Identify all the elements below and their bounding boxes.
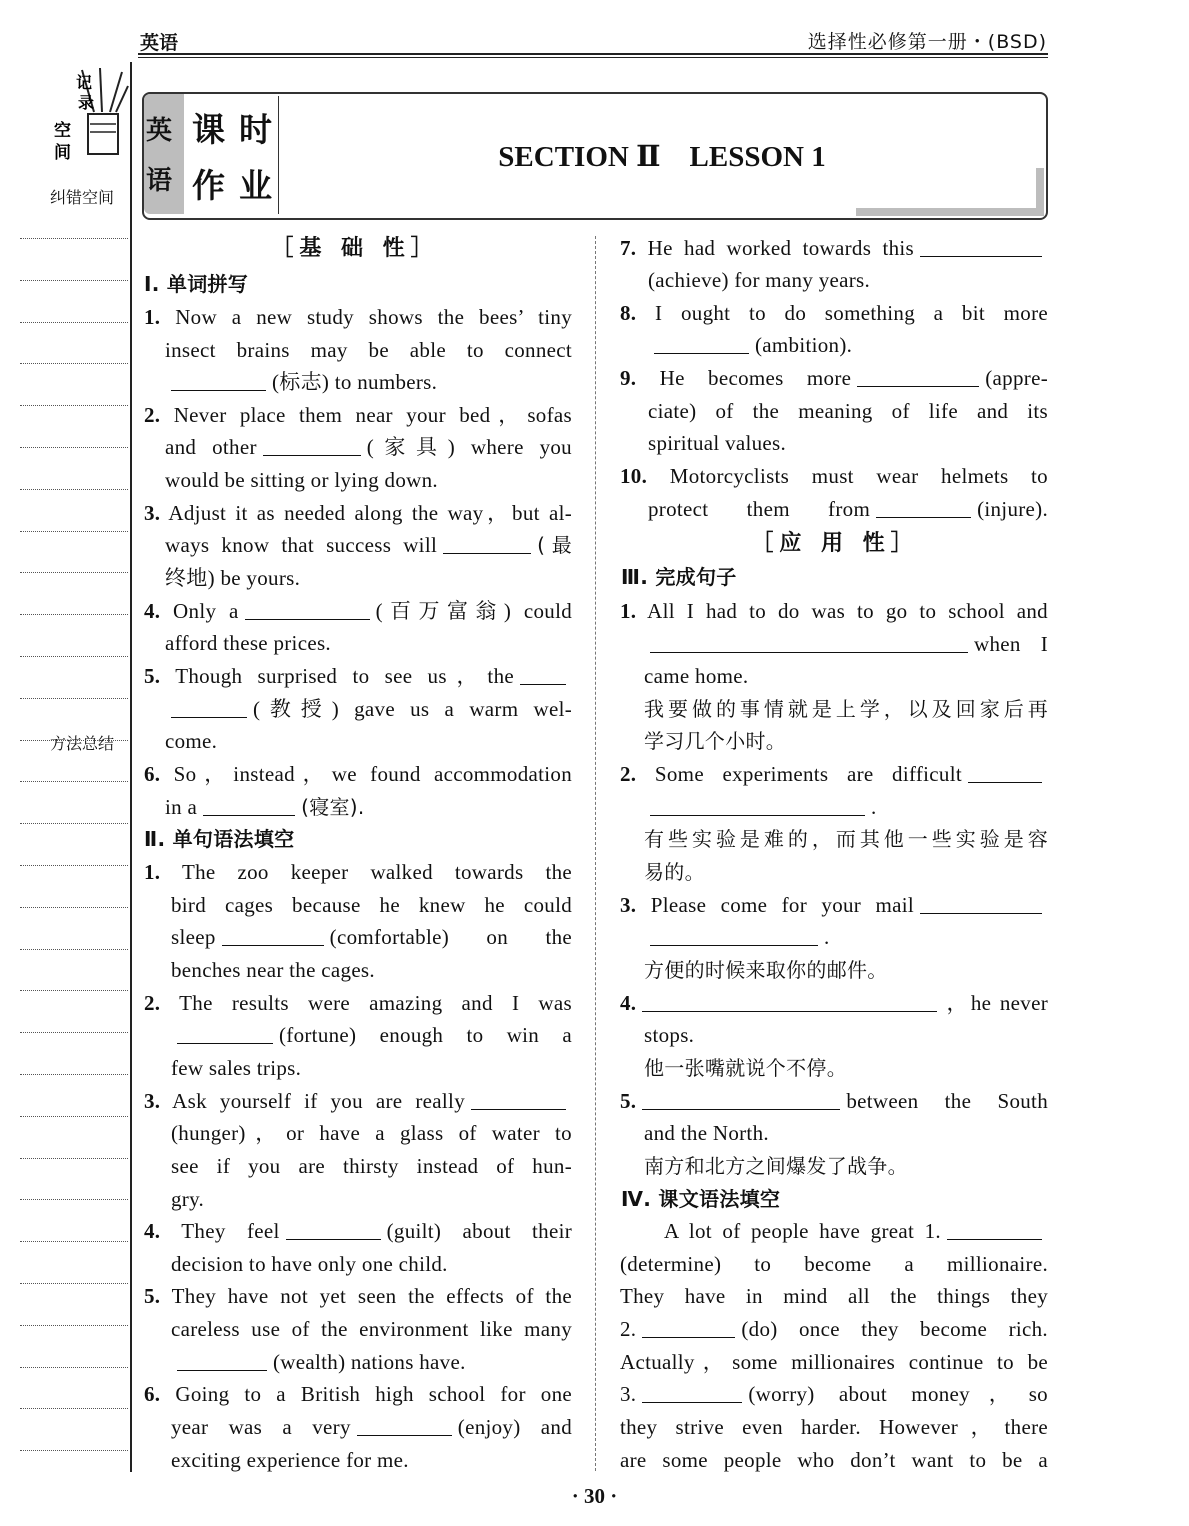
text-line (144, 758, 572, 791)
text-line (620, 1085, 1048, 1118)
question-text: gry. (171, 1187, 205, 1211)
margin-note-line (20, 363, 128, 364)
question-text: benches near the cages. (171, 958, 375, 982)
question-text: 学习几个小时。 (644, 729, 787, 753)
text-line (644, 791, 877, 824)
question-number: 6. (144, 1382, 161, 1406)
text-line (144, 660, 572, 693)
question-text: Ask yourself if you are really (160, 1089, 465, 1113)
text-line (171, 1411, 572, 1444)
question-text: bird cages because he knew he could (171, 893, 572, 917)
answer-blank[interactable] (177, 1023, 273, 1044)
text-line (620, 758, 1048, 791)
margin-note-line (20, 614, 128, 615)
margin-note-line (20, 531, 128, 532)
question-text: and the North. (644, 1121, 769, 1145)
question-text: see if you are thirsty instead of hun- (171, 1154, 572, 1178)
text-line (144, 1085, 572, 1118)
question-text: Actually，some millionaires continue to be (620, 1350, 1048, 1374)
text-line (644, 660, 748, 693)
question-number: 3. (144, 1089, 161, 1113)
question-text: when I (974, 632, 1048, 656)
margin-note-line (20, 1367, 128, 1368)
question-text: came home. (644, 664, 749, 688)
question-number: 5. (144, 1284, 161, 1308)
question-number: 1. (144, 860, 161, 884)
text-line (171, 1313, 572, 1346)
margin-note-line (20, 949, 128, 950)
margin-note-line (20, 405, 128, 406)
text-line (144, 987, 572, 1020)
svg-text:录: 录 (78, 93, 95, 112)
text-line (644, 1019, 694, 1052)
question-text: (achieve) for many years. (648, 268, 871, 292)
text-line (644, 693, 1048, 726)
page-number: · 30 · (571, 1484, 618, 1508)
text-line (144, 1378, 572, 1411)
margin-note-line (20, 489, 128, 490)
question-text: So，instead，we found accommodation (160, 762, 572, 786)
answer-blank[interactable] (642, 1089, 840, 1110)
text-line (644, 823, 1048, 856)
text-line (620, 889, 1048, 922)
text-line (620, 1313, 1048, 1346)
text-line (664, 1215, 1048, 1248)
banner-tag-1: 英 (146, 116, 173, 146)
question-text: (标志) to numbers. (272, 370, 438, 394)
margin-note-line (20, 447, 128, 448)
question-text: spiritual values. (648, 431, 787, 455)
text-line (620, 1346, 1048, 1379)
answer-blank[interactable] (650, 795, 865, 816)
question-text: (appre- (985, 366, 1048, 390)
answer-blank[interactable] (245, 599, 370, 620)
text-line (165, 529, 572, 562)
question-text: 3. (620, 1382, 637, 1406)
answer-blank[interactable] (920, 236, 1042, 257)
question-text: 易的。 (644, 860, 705, 884)
answer-blank[interactable] (171, 370, 266, 391)
text-line (620, 595, 1048, 628)
question-text: 我要做的事情就是上学，以及回家后再 (644, 697, 1048, 721)
text-line (165, 431, 572, 464)
lesson-heading: SECTION Ⅱ LESSON 1 (498, 141, 826, 173)
category-applied: ［应 用 性］ (751, 531, 919, 556)
question-text: . (871, 795, 877, 819)
header-subject: 英语 (140, 32, 179, 54)
text-line (171, 1052, 301, 1085)
question-text: and other (165, 435, 257, 459)
text-line (171, 1346, 466, 1379)
margin-note-line (20, 740, 128, 741)
question-text: afford these prices. (165, 631, 331, 655)
question-text: (comfortable) on the (329, 925, 572, 949)
question-text: 南方和北方之间爆发了战争。 (644, 1154, 908, 1178)
question-text: (最 (537, 533, 573, 557)
section-2-title: Ⅱ. 单句语法填空 (144, 827, 295, 851)
question-text: in a (165, 795, 198, 819)
column-divider (595, 236, 596, 1471)
text-line (648, 329, 852, 362)
answer-blank[interactable] (263, 435, 361, 456)
section-3-title: Ⅲ. 完成句子 (621, 565, 737, 589)
question-text: ways know that success will (165, 533, 438, 557)
margin-note-line (20, 656, 128, 657)
question-text: (寝室). (301, 795, 365, 819)
question-text: (百万富翁) could (375, 599, 572, 623)
text-line (620, 297, 1048, 330)
question-text: (do) once they become rich. (741, 1317, 1048, 1341)
section-4-title: Ⅳ. 课文语法填空 (621, 1187, 781, 1211)
question-number: 2. (620, 762, 637, 786)
question-number: 4. (144, 599, 161, 623)
answer-blank[interactable] (650, 632, 968, 653)
question-text: Only a (160, 599, 239, 623)
text-line (165, 725, 217, 758)
margin-note-line (20, 322, 128, 323)
header-rule-thin (138, 57, 1048, 58)
text-line (165, 562, 300, 595)
question-text: A lot of people have great 1. (664, 1219, 941, 1243)
question-text: 有些实验是难的，而其他一些实验是容 (644, 827, 1048, 851)
text-line (171, 1444, 409, 1477)
question-text: (injure). (977, 497, 1048, 521)
text-line (620, 1444, 1048, 1477)
question-text: Though surprised to see us，the (160, 664, 514, 688)
text-line (648, 427, 786, 460)
answer-blank[interactable] (171, 697, 247, 718)
text-line (644, 1117, 769, 1150)
text-line (620, 987, 1048, 1020)
margin-note-line (20, 238, 128, 239)
answer-blank[interactable] (642, 1317, 735, 1338)
text-line (165, 334, 572, 367)
text-line (644, 921, 830, 954)
answer-blank[interactable] (520, 664, 566, 685)
text-line (620, 1378, 1048, 1411)
answer-blank[interactable] (286, 1219, 381, 1240)
margin-divider (130, 62, 132, 1472)
margin-note-line (20, 572, 128, 573)
text-line (620, 1248, 1048, 1281)
question-text: (worry) about money，so (748, 1382, 1048, 1406)
text-line (171, 889, 572, 922)
text-line (165, 791, 365, 824)
question-text: (enjoy) and (457, 1415, 572, 1439)
question-text: 方便的时候来取你的邮件。 (644, 958, 888, 982)
margin-note-line (20, 1032, 128, 1033)
question-text: He had worked towards this (636, 236, 914, 260)
text-line (620, 362, 1048, 395)
question-text: The results were amazing and I was (160, 991, 572, 1015)
banner-title-line-1: 课时 (192, 110, 286, 149)
text-line (144, 1215, 572, 1248)
question-number: 1. (620, 599, 637, 623)
svg-text:空: 空 (54, 121, 71, 141)
question-text: Some experiments are difficult (636, 762, 962, 786)
text-line (620, 1411, 1048, 1444)
text-line (644, 954, 888, 987)
answer-blank[interactable] (642, 991, 937, 1012)
question-text: ，he never (943, 991, 1048, 1015)
text-line (648, 264, 870, 297)
question-text: sleep (171, 925, 216, 949)
text-line (144, 497, 572, 530)
answer-blank[interactable] (876, 497, 971, 518)
question-text: Never place them near your bed，sofas (160, 403, 572, 427)
answer-blank[interactable] (203, 795, 295, 816)
question-text: decision to have only one child. (171, 1252, 448, 1276)
text-line (171, 1019, 572, 1052)
margin-note-line (20, 280, 128, 281)
question-text: are some people who don’t want to be a (620, 1448, 1048, 1472)
text-line (165, 366, 437, 399)
margin-note-line (20, 990, 128, 991)
banner-shadow-bottom (856, 208, 1044, 216)
question-number: 3. (144, 501, 161, 525)
text-line (144, 1280, 572, 1313)
text-line (620, 232, 1048, 265)
section-1-title: Ⅰ. 单词拼写 (144, 272, 249, 296)
text-line (171, 921, 572, 954)
text-line (620, 460, 1048, 493)
question-text: stops. (644, 1023, 695, 1047)
answer-blank[interactable] (357, 1415, 452, 1436)
text-line (171, 1183, 204, 1216)
answer-blank[interactable] (857, 366, 979, 387)
question-text: come. (165, 729, 218, 753)
question-number: 5. (620, 1089, 637, 1113)
question-number: 6. (144, 762, 161, 786)
question-text: He becomes more (636, 366, 852, 390)
question-text: (教授) gave us a warm wel- (253, 697, 572, 721)
text-line (144, 399, 572, 432)
question-text: they strive even harder. However，there (620, 1415, 1048, 1439)
text-line (644, 725, 786, 758)
svg-text:记: 记 (76, 73, 93, 92)
question-number: 7. (620, 236, 637, 260)
question-number: 1. (144, 305, 161, 329)
text-line (644, 1150, 908, 1183)
margin-note-line (20, 823, 128, 824)
question-text: Adjust it as needed along the way，but al- (160, 501, 572, 525)
record-space-logo-icon (52, 66, 132, 166)
margin-note-line (20, 1241, 128, 1242)
text-line (165, 464, 438, 497)
answer-blank[interactable] (920, 893, 1042, 914)
margin-note-line (20, 865, 128, 866)
question-text: Going to a British high school for one (160, 1382, 572, 1406)
question-number: 4. (620, 991, 637, 1015)
question-text: . (824, 925, 830, 949)
category-basic: ［基 础 性］ (271, 236, 439, 261)
text-line (171, 1150, 572, 1183)
question-number: 2. (144, 991, 161, 1015)
question-number: 2. (144, 403, 161, 427)
margin-note-line (20, 907, 128, 908)
margin-note-line (20, 781, 128, 782)
answer-blank[interactable] (947, 1219, 1042, 1240)
answer-blank[interactable] (471, 1089, 566, 1110)
margin-note-line (20, 1158, 128, 1159)
question-text: ciate) of the meaning of life and its (648, 399, 1048, 423)
margin-note-line (20, 1450, 128, 1451)
header-rule (138, 53, 1048, 55)
question-text: 终地) be yours. (165, 566, 301, 590)
header-book-title: 选择性必修第一册・(BSD) (807, 31, 1047, 53)
text-line (171, 1117, 572, 1150)
text-line (648, 395, 1048, 428)
text-line (165, 693, 572, 726)
margin-note-line (20, 1325, 128, 1326)
question-text: would be sitting or lying down. (165, 468, 438, 492)
answer-blank[interactable] (650, 925, 818, 946)
margin-note-line (20, 1408, 128, 1409)
answer-blank[interactable] (642, 1382, 742, 1403)
text-line (171, 1248, 448, 1281)
question-text: 2. (620, 1317, 637, 1341)
question-text: (fortune) enough to win a (279, 1023, 572, 1047)
text-line (165, 627, 331, 660)
question-text: (guilt) about their (386, 1219, 572, 1243)
question-text: All I had to do was to go to school and (636, 599, 1048, 623)
text-line (644, 1052, 847, 1085)
question-text: year was a very (171, 1415, 351, 1439)
text-line (648, 493, 1048, 526)
answer-blank[interactable] (443, 533, 531, 554)
method-summary-label: 方法总结 (50, 734, 115, 753)
text-line (171, 954, 375, 987)
question-number: 5. (144, 664, 161, 688)
banner-divider (278, 96, 279, 214)
question-text: 他一张嘴就说个不停。 (644, 1056, 847, 1080)
text-line (620, 1280, 1048, 1313)
error-correction-label: 纠错空间 (50, 188, 115, 207)
margin-note-line (20, 1074, 128, 1075)
question-number: 3. (620, 893, 637, 917)
question-text: protect them from (648, 497, 871, 521)
text-line (144, 595, 572, 628)
question-text: The zoo keeper walked towards the (160, 860, 572, 884)
question-text: (家具) where you (366, 435, 572, 459)
question-number: 10. (620, 464, 648, 488)
banner-title-line-2: 作业 (192, 166, 286, 205)
question-text: Please come for your mail (636, 893, 914, 917)
svg-text:间: 间 (54, 143, 71, 163)
question-text: They feel (160, 1219, 280, 1243)
question-number: 4. (144, 1219, 161, 1243)
text-line (144, 856, 572, 889)
margin-note-line (20, 1116, 128, 1117)
margin-note-line (20, 1199, 128, 1200)
question-text: (hunger)，or have a glass of water to (171, 1121, 572, 1145)
question-text: I ought to do something a bit more (636, 301, 1048, 325)
text-line (644, 856, 705, 889)
banner-tag-2: 语 (146, 166, 173, 196)
question-text: (wealth) nations have. (273, 1350, 466, 1374)
question-text: few sales trips. (171, 1056, 302, 1080)
answer-blank[interactable] (654, 333, 749, 354)
answer-blank[interactable] (968, 762, 1042, 783)
answer-blank[interactable] (222, 925, 324, 946)
margin-note-line (20, 698, 128, 699)
question-text: (determine) to become a millionaire. (620, 1252, 1048, 1276)
question-text: (ambition). (755, 333, 853, 357)
question-text: insect brains may be able to connect (165, 338, 572, 362)
answer-blank[interactable] (177, 1350, 267, 1371)
question-text: exciting experience for me. (171, 1448, 409, 1472)
question-text: They have in mind all the things they (620, 1284, 1048, 1308)
question-text: Motorcyclists must wear helmets to (647, 464, 1048, 488)
question-number: 9. (620, 366, 637, 390)
margin-note-line (20, 1283, 128, 1284)
text-line (144, 301, 572, 334)
text-line (644, 628, 1048, 661)
question-text: careless use of the environment like many (171, 1317, 572, 1341)
question-text: They have not yet seen the effects of the (160, 1284, 572, 1308)
question-text: Now a new study shows the bees’ tiny (160, 305, 572, 329)
question-number: 8. (620, 301, 637, 325)
question-text: between the South (846, 1089, 1048, 1113)
